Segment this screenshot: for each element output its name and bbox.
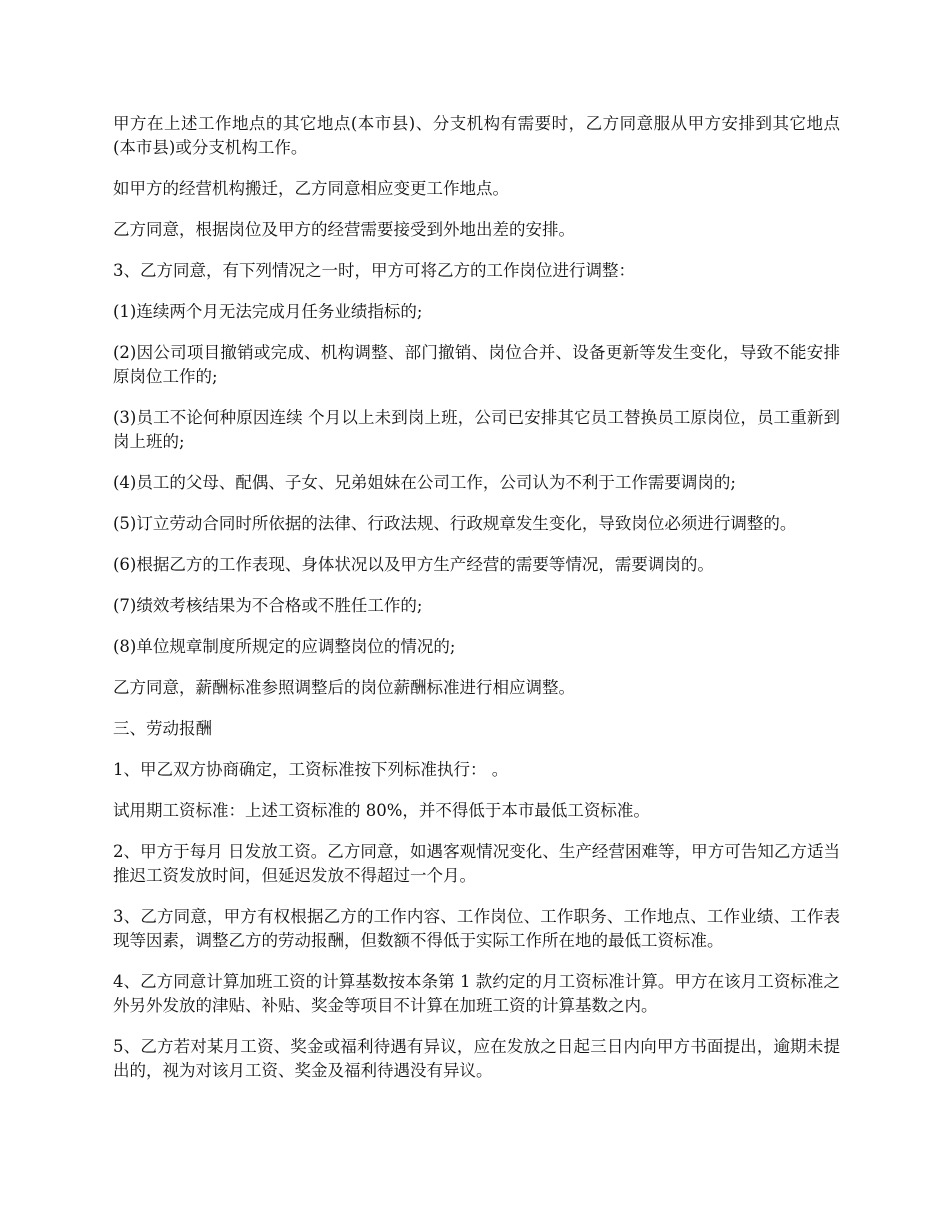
list-item: (1)连续两个月无法完成月任务业绩指标的;	[113, 302, 423, 321]
paragraph: 试用期工资标准：上述工资标准的 80%，并不得低于本市最低工资标准。	[113, 801, 650, 820]
list-item: (5)订立劳动合同时所依据的法律、行政法规、行政规章发生变化，导致岗位必须进行调整的。	[113, 514, 797, 533]
paragraph: 4、乙方同意计算加班工资的计算基数按本条第 1 款约定的月工资标准计算。甲方在该月工资标准之外另外发放的津贴、补贴、奖金等项目不计算在加班工资的计算基数之内。	[113, 972, 840, 1015]
list-item: (6)根据乙方的工作表现、身体状况以及甲方生产经营的需要等情况，需要调岗的。	[113, 555, 714, 574]
clause-3-heading: 3、乙方同意，有下列情况之一时，甲方可将乙方的工作岗位进行调整：	[113, 261, 635, 280]
section-heading: 三、劳动报酬	[113, 719, 212, 738]
paragraph: 如甲方的经营机构搬迁，乙方同意相应变更工作地点。	[113, 179, 509, 198]
paragraph: 5、乙方若对某月工资、奖金或福利待遇有异议，应在发放之日起三日内向甲方书面提出，逾期未提出的，视为对该月工资、奖金及福利待遇没有异议。	[113, 1037, 840, 1080]
paragraph: 乙方同意，薪酬标准参照调整后的岗位薪酬标准进行相应调整。	[113, 678, 575, 697]
paragraph: 2、甲方于每月 日发放工资。乙方同意，如遇客观情况变化、生产经营困难等，甲方可告知乙方适当推迟工资发放时间，但延迟发放不得超过一个月。	[113, 842, 840, 885]
list-item: (3)员工不论何种原因连续 个月以上未到岗上班，公司已安排其它员工替换员工原岗位，员工重新到岗上班的;	[113, 408, 840, 451]
list-item: (8)单位规章制度所规定的应调整岗位的情况的;	[113, 637, 456, 656]
document-body	[113, 112, 840, 1100]
paragraph: 乙方同意，根据岗位及甲方的经营需要接受到外地出差的安排。	[113, 220, 575, 239]
list-item: (4)员工的父母、配偶、子女、兄弟姐妹在公司工作，公司认为不利于工作需要调岗的;	[113, 473, 736, 492]
paragraph: 1、甲乙双方协商确定，工资标准按下列标准执行： 。	[113, 760, 509, 779]
paragraph: 3、乙方同意，甲方有权根据乙方的工作内容、工作岗位、工作职务、工作地点、工作业绩、工作表现等因素，调整乙方的劳动报酬，但数额不得低于实际工作所在地的最低工资标准。	[113, 907, 840, 950]
paragraph: 甲方在上述工作地点的其它地点(本市县)、分支机构有需要时，乙方同意服从甲方安排到其它地点(本市县)或分支机构工作。	[113, 114, 840, 157]
list-item: (7)绩效考核结果为不合格或不胜任工作的;	[113, 596, 423, 615]
list-item: (2)因公司项目撤销或完成、机构调整、部门撤销、岗位合并、设备更新等发生变化，导致不能安排原岗位工作的;	[113, 343, 840, 386]
